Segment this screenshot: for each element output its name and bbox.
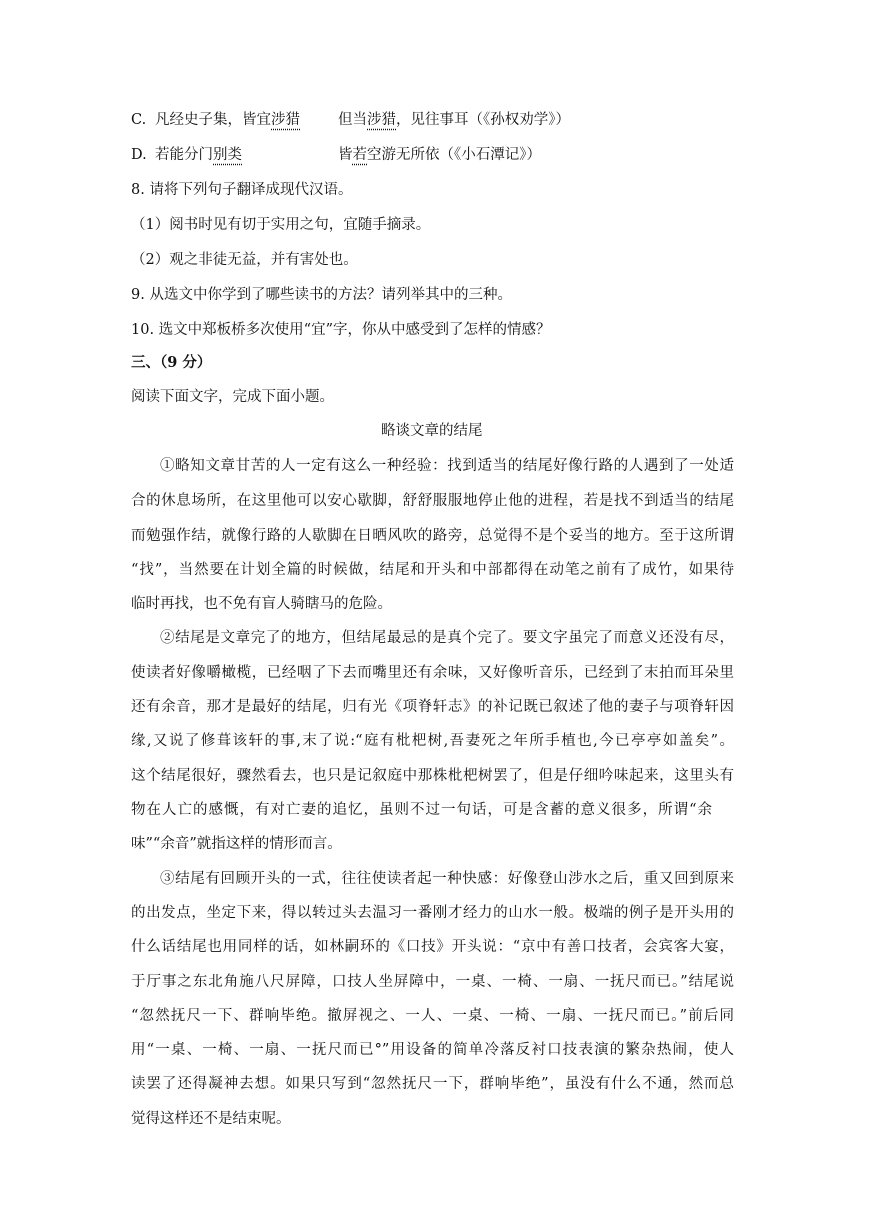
paragraph-1-line: 而勉强作结，就像行路的人歇脚在日晒风吹的路旁，总觉得不是个妥当的地方。至于这所谓 <box>131 528 734 544</box>
question-8: 8. 请将下列句子翻译成现代汉语。 <box>131 182 353 198</box>
paragraph-3-line: 于厅事之东北角施八尺屏障，口技人坐屏障中，一桌、一椅、一扇、一抚尺而已。”结尾说 <box>131 974 734 990</box>
paragraph-3-line: ③结尾有回顾开头的一式，往往使读者起一种快感：好像登山涉水之后，重又回到原来 <box>160 871 734 887</box>
paragraph-3-line: 什么话结尾也用同样的话，如林嗣环的《口技》开头说：“京中有善口技者，会宾客大宴， <box>131 939 734 955</box>
paragraph-1-line: 临时再找，也不免有盲人骑瞎马的危险。 <box>131 596 392 612</box>
paragraph-2-line: 味”“余音”就指这样的情形而言。 <box>131 836 342 852</box>
option-d-right-text: 皆 <box>338 147 353 163</box>
option-c-right-text: 但当 <box>338 112 367 128</box>
question-8-item-1: （1）阅书时见有切于实用之句，宜随手摘录。 <box>131 217 431 233</box>
paragraph-1-line: 合的休息场所，在这里他可以安心歇脚，舒舒服服地停止他的进程，若是找不到适当的结尾 <box>131 493 734 509</box>
question-9: 9. 从选文中你学到了哪些读书的方法？请列举其中的三种。 <box>131 287 512 303</box>
option-d-right <box>338 145 541 165</box>
option-d-label: D. <box>131 147 147 163</box>
paragraph-2-line: 物在人亡的感慨，有对亡妻的追忆，虽则不过一句话，可是含蓄的意义很多，所谓“余 <box>131 802 712 818</box>
option-d-right-dotted-word: 若 <box>352 147 367 163</box>
article-title: 略谈文章的结尾 <box>381 423 483 439</box>
paragraph-2-line: 缘,又说了修葺该轩的事,末了说:“庭有枇杷树,吾妻死之年所手植也,今已亭亭如盖矣”。 <box>131 733 734 749</box>
option-d-right-source: 空游无所依（《小石潭记》） <box>367 147 541 163</box>
option-c-left-dotted-word: 涉猎 <box>271 112 300 128</box>
question-10: 10. 选文中郑板桥多次使用“宜”字，你从中感受到了怎样的情感？ <box>131 322 551 338</box>
option-c-right-source: ，见往事耳（《孙权劝学》） <box>396 112 570 128</box>
paragraph-1-line: “找”，当然要在计划全篇的时候做，结尾和开头和中部都得在动笔之前有了成竹，如果待 <box>131 562 734 578</box>
paragraph-3-line: 用“一桌、一椅、一扇、一抚尺而已°”用设备的简单冷落反衬口技表演的繁杂热闹，使人 <box>131 1042 734 1058</box>
option-c-right <box>338 110 570 130</box>
option-c-left <box>155 110 300 130</box>
option-c-right-dotted-word: 涉猎 <box>367 112 396 128</box>
paragraph-3-line: “忽然抚尺一下、群响毕绝。撤屏视之、一人、一桌、一椅、一扇、一抚尺而已。”前后同 <box>131 1008 734 1024</box>
paragraph-1-line: ①略知文章甘苦的人一定有这么一种经验：找到适当的结尾好像行路的人遇到了一处适 <box>160 458 734 474</box>
section-heading: 三、（9 分） <box>131 354 212 371</box>
paragraph-2-line: 使读者好像嚼橄榄，已经咽了下去而嘴里还有余味，又好像听音乐，已经到了末拍而耳朵里 <box>131 665 734 681</box>
section-instruction: 阅读下面文字，完成下面小题。 <box>131 389 334 405</box>
option-d-left-dotted-word: 别类 <box>213 147 242 163</box>
paragraph-3-line: 觉得这样还不是结束呢。 <box>131 1111 291 1127</box>
option-d-left-text: 若能分门 <box>155 147 213 163</box>
paragraph-3-line: 的出发点，坐定下来，得以转过头去温习一番刚才经力的山水一般。极端的例子是开头用的 <box>131 905 734 921</box>
option-c-label: C. <box>131 112 147 128</box>
paragraph-2-line: 这个结尾很好，骤然看去，也只是记叙庭中那株枇杷树罢了，但是仔细吟味起来，这里头有 <box>131 768 734 784</box>
paragraph-3-line: 读罢了还得凝神去想。如果只写到“忽然抚尺一下，群响毕绝”，虽没有什么不通，然而总 <box>131 1076 734 1092</box>
paragraph-2-line: ②结尾是文章完了的地方，但结尾最忌的是真个完了。要文字虽完了而意义还没有尽， <box>160 630 734 646</box>
paragraph-2-line: 还有余音，那才是最好的结尾，归有光《项脊轩志》的补记既已叙述了他的妻子与项脊轩因 <box>131 699 734 715</box>
option-c-left-text: 凡经史子集，皆宜 <box>155 112 271 128</box>
question-8-item-2: （2）观之非徒无益，并有害处也。 <box>131 252 358 268</box>
option-d-left <box>155 145 242 165</box>
